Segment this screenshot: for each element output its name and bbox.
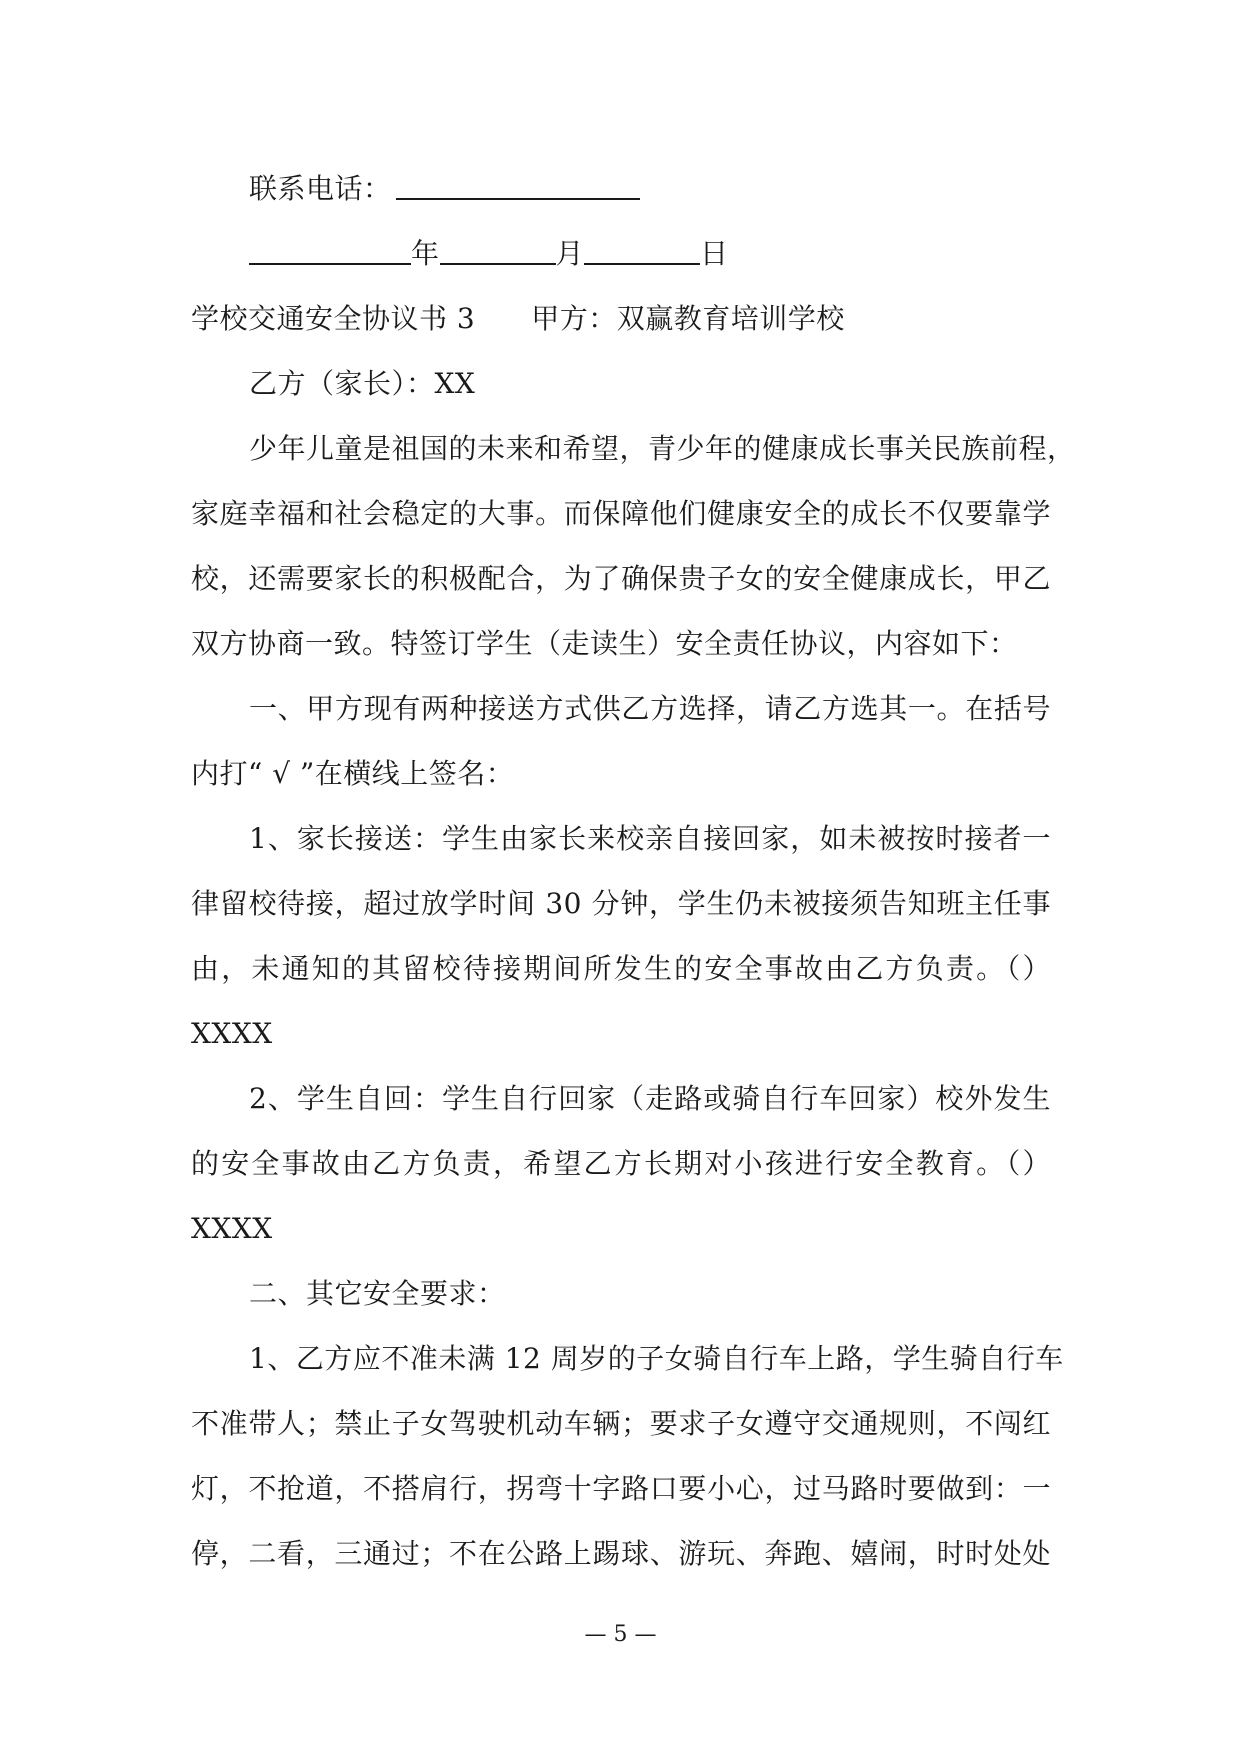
document-title: 学校交通安全协议书 3 <box>191 302 476 335</box>
year-label: 年 <box>411 237 440 270</box>
phone-label: 联系电话： <box>249 172 392 205</box>
day-label: 日 <box>700 237 729 270</box>
section1-line: 一、甲方现有两种接送方式供乙方选择，请乙方选其一。在括号 <box>249 692 1051 725</box>
title-line <box>191 286 1051 351</box>
req1-line: 灯，不抢道，不搭肩行，拐弯十字路口要小心，过马路时要做到：一 <box>191 1472 1051 1505</box>
page-number: — 5 — <box>584 1622 657 1647</box>
req1-line: 1、乙方应不准未满 12 周岁的子女骑自行车上路，学生骑自行车 <box>249 1342 1064 1375</box>
month-blank <box>440 229 556 265</box>
document-body <box>191 156 1076 1586</box>
item2-line: 的安全事故由乙方负责，希望乙方长期对小孩进行安全教育。（） <box>191 1147 1051 1180</box>
item2-signature: XXXX <box>191 1212 273 1245</box>
intro-line: 少年儿童是祖国的未来和希望，青少年的健康成长事关民族前程， <box>249 432 1076 465</box>
section1-line: 内打“ √ ”在横线上签名： <box>191 757 515 790</box>
item1-signature: XXXX <box>191 1017 273 1050</box>
day-blank <box>584 229 700 265</box>
month-label: 月 <box>555 237 585 270</box>
intro-line: 双方协商一致。特签订学生（走读生）安全责任协议，内容如下： <box>191 627 1018 660</box>
req1-line: 停，二看，三通过；不在公路上踢球、游玩、奔跑、嬉闹，时时处处 <box>191 1537 1051 1570</box>
phone-line <box>191 156 1051 221</box>
item2-line: 2、学生自回：学生自行回家（走路或骑自行车回家）校外发生 <box>249 1082 1051 1115</box>
item1-line: 1、家长接送：学生由家长来校亲自接回家，如未被按时接者一 <box>249 822 1051 855</box>
date-line <box>191 221 1051 286</box>
item1-line: 由，未通知的其留校待接期间所发生的安全事故由乙方负责。（） <box>191 952 1051 985</box>
intro-line: 校，还需要家长的积极配合，为了确保贵子女的安全健康成长，甲乙 <box>191 562 1051 595</box>
party-a: 甲方：双赢教育培训学校 <box>531 302 845 335</box>
party-b: 乙方（家长）：XX <box>249 367 476 400</box>
item1-line: 律留校待接，超过放学时间 30 分钟，学生仍未被接须告知班主任事 <box>191 887 1051 920</box>
intro-line: 家庭幸福和社会稳定的大事。而保障他们健康安全的成长不仅要靠学 <box>191 497 1051 530</box>
phone-blank <box>396 164 640 200</box>
section2-heading: 二、其它安全要求： <box>249 1277 506 1310</box>
year-blank <box>249 229 411 265</box>
req1-line: 不准带人；禁止子女驾驶机动车辆；要求子女遵守交通规则，不闯红 <box>191 1407 1051 1440</box>
